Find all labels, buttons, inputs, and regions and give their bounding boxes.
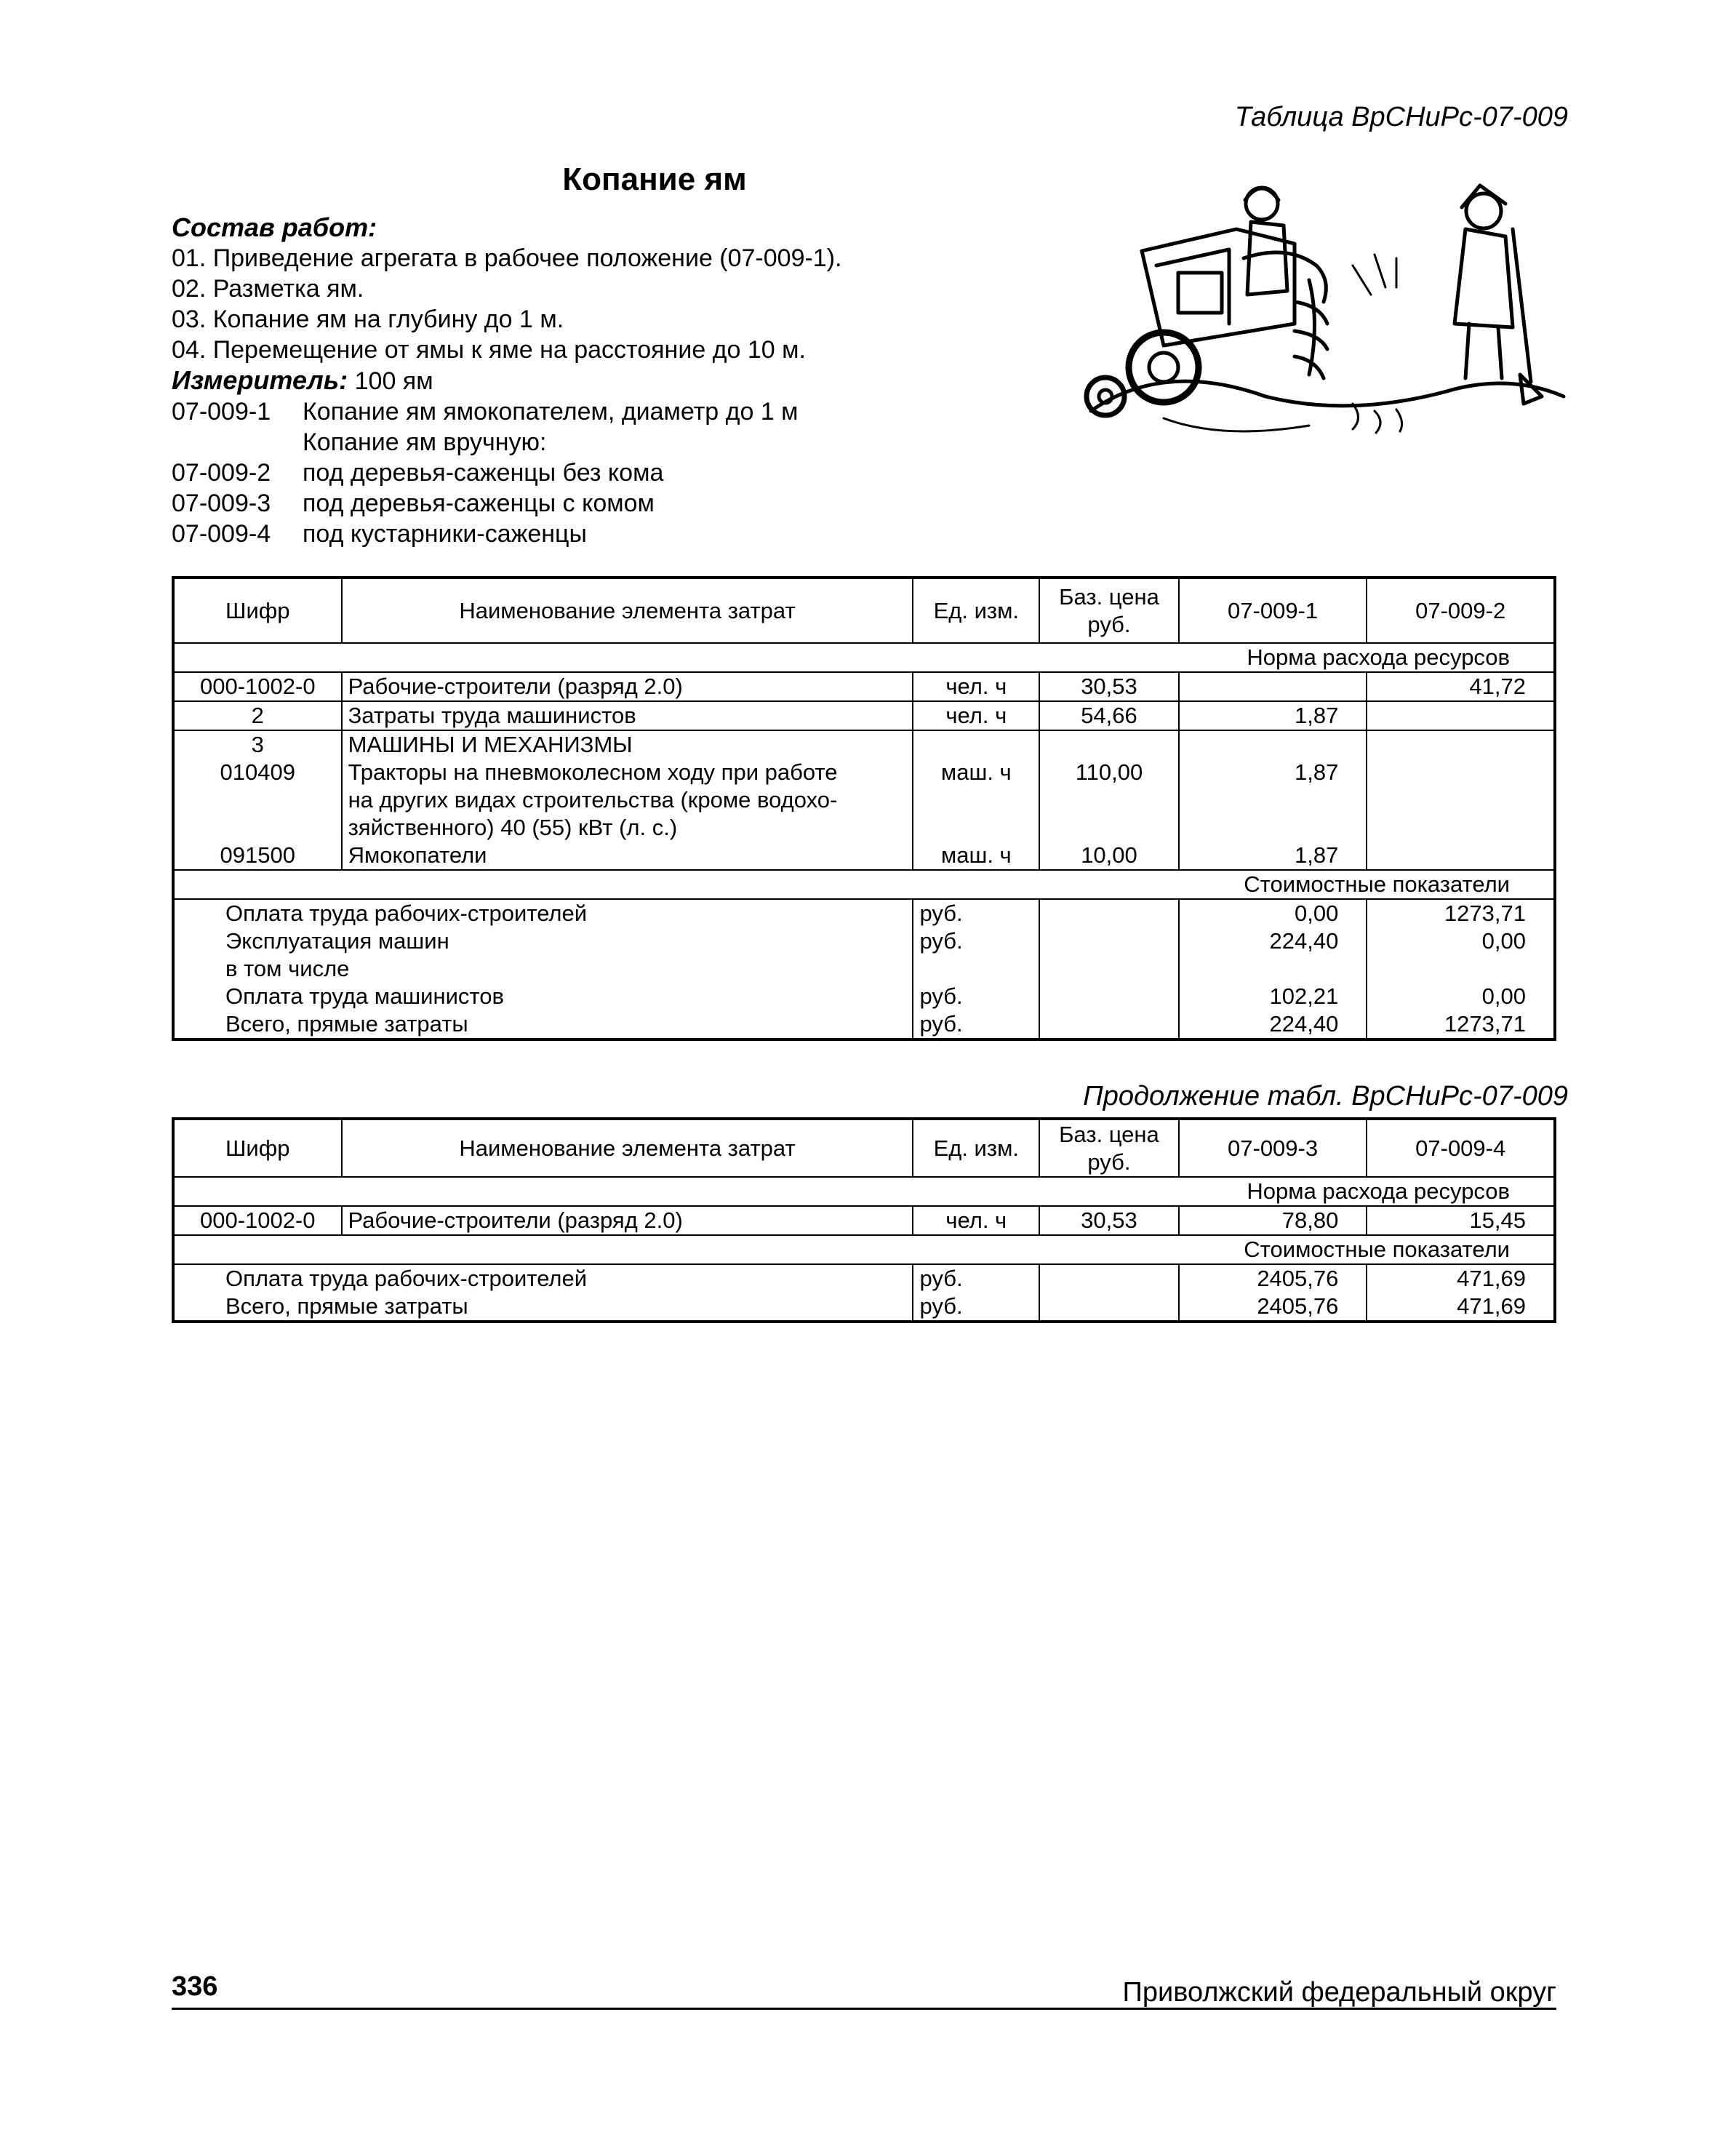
cost-row xyxy=(173,1293,1555,1322)
col-header-code: Шифр xyxy=(225,597,290,623)
row-name-line: на других видах строительства (кроме водохо- xyxy=(348,787,838,813)
section-band: Норма расхода ресурсов xyxy=(1247,1178,1510,1204)
cost-unit: руб. xyxy=(913,1293,1039,1322)
row-value xyxy=(1367,759,1555,842)
col-header-variant: 07-009-3 xyxy=(1179,1119,1367,1177)
col-header-price: Баз. цена руб. xyxy=(1039,578,1179,643)
item-code: 07-009-4 xyxy=(172,520,271,548)
cost-name: Всего, прямые затраты xyxy=(225,1293,468,1319)
row-price: 30,53 xyxy=(1039,1206,1179,1235)
item-line xyxy=(172,427,842,458)
item-line xyxy=(172,519,842,549)
cost-row xyxy=(173,983,1555,1010)
col-header-code: Шифр xyxy=(225,1135,290,1161)
col-header-variant: 07-009-1 xyxy=(1179,578,1367,643)
cost-value: 1273,71 xyxy=(1367,899,1555,927)
row-code: 010409 xyxy=(220,759,295,785)
cost-row xyxy=(173,927,1555,955)
row-name-line: зяйственного) 40 (55) кВт (л. с.) xyxy=(348,815,678,840)
page-title: Копание ям xyxy=(562,161,747,197)
cost-name: Всего, прямые затраты xyxy=(225,1011,468,1037)
work-step: 01. Приведение агрегата в рабочее положение (07-009-1). xyxy=(172,244,842,272)
cost-value: 2405,76 xyxy=(1179,1293,1367,1322)
row-value: 41,72 xyxy=(1367,672,1555,701)
section-band: Стоимостные показатели xyxy=(1244,1237,1510,1262)
row-name-line: Тракторы на пневмоколесном ходу при работе xyxy=(348,759,838,785)
table-row xyxy=(173,1206,1555,1235)
meter-label: Измеритель: xyxy=(172,365,348,395)
item-line xyxy=(172,396,842,427)
col-header-price: Баз. цена руб. xyxy=(1039,1119,1179,1177)
row-price: 30,53 xyxy=(1039,672,1179,701)
cost-value xyxy=(1179,955,1367,983)
row-unit: маш. ч xyxy=(913,842,1039,870)
row-code: 2 xyxy=(251,703,264,728)
cost-value: 0,00 xyxy=(1367,927,1555,955)
cost-unit: руб. xyxy=(913,1264,1039,1293)
row-name: Ямокопатели xyxy=(342,842,913,870)
item-text: Копание ям вручную: xyxy=(303,428,547,456)
row-name: Рабочие-строители (разряд 2.0) xyxy=(342,1206,913,1235)
cost-value: 471,69 xyxy=(1367,1264,1555,1293)
col-header-name: Наименование элемента затрат xyxy=(342,578,913,643)
item-text: под деревья-саженцы без кома xyxy=(303,459,664,487)
item-text: Копание ям ямокопателем, диаметр до 1 м xyxy=(303,398,799,426)
cost-value: 102,21 xyxy=(1179,983,1367,1010)
cost-value: 224,40 xyxy=(1179,927,1367,955)
intro-block xyxy=(172,212,842,549)
cost-unit: руб. xyxy=(913,927,1039,955)
item-code: 07-009-3 xyxy=(172,490,271,517)
region-label: Приволжский федеральный округ xyxy=(1122,1977,1556,2008)
cost-value: 0,00 xyxy=(1367,983,1555,1010)
continuation-label: Продолжение табл. ВрСНиРс-07-009 xyxy=(1083,1081,1568,1111)
row-code: 000-1002-0 xyxy=(199,1207,316,1233)
item-code: 07-009-1 xyxy=(172,398,271,426)
item-line xyxy=(172,488,842,519)
row-value: 1,87 xyxy=(1179,701,1367,730)
meter-line xyxy=(172,365,842,396)
table-row xyxy=(173,701,1555,730)
composition-heading: Состав работ: xyxy=(172,212,377,242)
row-value: 1,87 xyxy=(1179,759,1367,842)
col-header-variant: 07-009-4 xyxy=(1367,1119,1555,1177)
row-unit: маш. ч xyxy=(913,759,1039,842)
cost-name: Оплата труда рабочих-строителей xyxy=(225,1266,588,1291)
cost-value: 224,40 xyxy=(1179,1010,1367,1039)
cost-row xyxy=(173,1264,1555,1293)
section-band: Стоимостные показатели xyxy=(1244,871,1510,897)
row-value xyxy=(1179,672,1367,701)
row-price xyxy=(1039,730,1179,759)
row-value: 15,45 xyxy=(1367,1206,1555,1235)
col-header-variant: 07-009-2 xyxy=(1367,578,1555,643)
meter-value: 100 ям xyxy=(348,367,433,395)
row-value: 78,80 xyxy=(1179,1206,1367,1235)
page-number: 336 xyxy=(172,1971,218,2002)
cost-unit xyxy=(913,955,1039,983)
row-unit: чел. ч xyxy=(913,672,1039,701)
cost-value: 0,00 xyxy=(1179,899,1367,927)
cost-unit: руб. xyxy=(913,983,1039,1010)
row-value xyxy=(1367,730,1555,759)
row-unit: чел. ч xyxy=(913,701,1039,730)
table-row xyxy=(173,730,1555,759)
cost-value xyxy=(1367,955,1555,983)
table-header-row xyxy=(173,1119,1555,1177)
col-header-name: Наименование элемента затрат xyxy=(342,1119,913,1177)
cost-row xyxy=(173,899,1555,927)
table-reference: Таблица ВрСНиРс-07-009 xyxy=(1234,102,1568,132)
row-name: МАШИНЫ И МЕХАНИЗМЫ xyxy=(342,730,913,759)
cost-row xyxy=(173,955,1555,983)
col-header-unit: Ед. изм. xyxy=(913,1119,1039,1177)
tractor-auger-worker-illustration xyxy=(1076,178,1571,469)
row-code: 000-1002-0 xyxy=(199,674,316,699)
row-name xyxy=(342,759,913,842)
table-row xyxy=(173,842,1555,870)
row-value xyxy=(1367,842,1555,870)
row-value: 1,87 xyxy=(1179,842,1367,870)
norms-table-2 xyxy=(172,1117,1556,1323)
row-name: Рабочие-строители (разряд 2.0) xyxy=(342,672,913,701)
cost-name: Эксплуатация машин xyxy=(225,928,449,954)
cost-row xyxy=(173,1010,1555,1039)
row-value xyxy=(1367,701,1555,730)
item-line xyxy=(172,458,842,488)
table-row xyxy=(173,672,1555,701)
row-unit: чел. ч xyxy=(913,1206,1039,1235)
row-value xyxy=(1179,730,1367,759)
row-code: 3 xyxy=(251,732,264,757)
cost-name: Оплата труда рабочих-строителей xyxy=(225,901,588,926)
cost-unit: руб. xyxy=(913,1010,1039,1039)
footer-divider xyxy=(172,2008,1556,2010)
work-step: 04. Перемещение от ямы к яме на расстояние до 10 м. xyxy=(172,336,806,364)
table-row xyxy=(173,759,1555,842)
work-step: 03. Копание ям на глубину до 1 м. xyxy=(172,306,564,333)
row-code: 091500 xyxy=(220,842,295,868)
col-header-unit: Ед. изм. xyxy=(913,578,1039,643)
row-price: 10,00 xyxy=(1039,842,1179,870)
table-header-row xyxy=(173,578,1555,643)
item-code: 07-009-2 xyxy=(172,459,271,487)
cost-value: 2405,76 xyxy=(1179,1264,1367,1293)
cost-value: 471,69 xyxy=(1367,1293,1555,1322)
cost-name: Оплата труда машинистов xyxy=(225,983,504,1009)
work-step: 02. Разметка ям. xyxy=(172,275,364,303)
cost-unit: руб. xyxy=(913,899,1039,927)
cost-name: в том числе xyxy=(225,956,350,981)
row-name: Затраты труда машинистов xyxy=(342,701,913,730)
row-price: 110,00 xyxy=(1039,759,1179,842)
row-unit xyxy=(913,730,1039,759)
norms-table-1 xyxy=(172,576,1556,1041)
item-text: под деревья-саженцы с комом xyxy=(303,490,655,517)
section-band: Норма расхода ресурсов xyxy=(1247,644,1510,670)
cost-value: 1273,71 xyxy=(1367,1010,1555,1039)
item-text: под кустарники-саженцы xyxy=(303,520,587,548)
row-price: 54,66 xyxy=(1039,701,1179,730)
